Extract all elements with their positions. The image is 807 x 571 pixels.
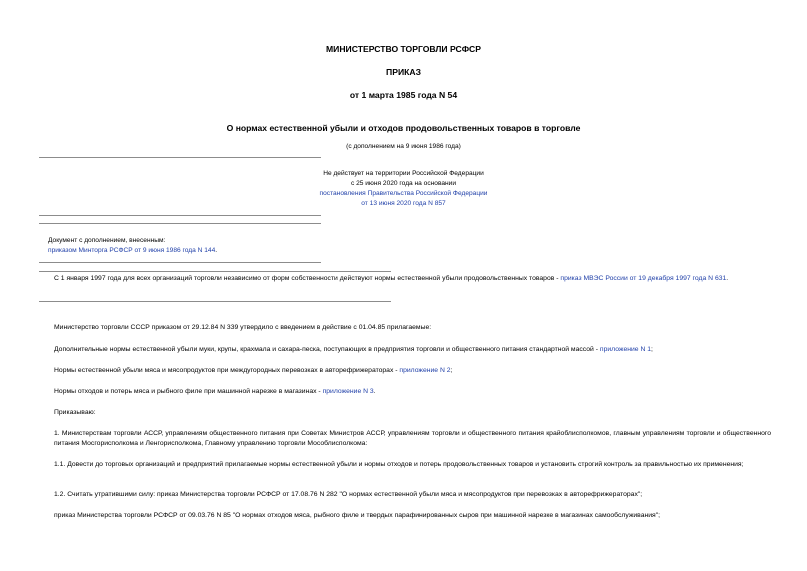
body-text: Приказываю: — [54, 409, 96, 416]
status-link-line-1[interactable]: постановления Правительства Российской Федерации — [319, 190, 488, 197]
body-paragraph-2 — [39, 345, 771, 355]
divider-line — [39, 215, 321, 216]
doc-type-heading: ПРИКАЗ — [386, 67, 421, 77]
body-paragraph-6 — [39, 429, 771, 449]
status-line-2: с 25 июня 2020 года на основании — [350, 180, 457, 187]
body-text-after: . — [373, 388, 376, 395]
body-paragraph-7 — [39, 460, 771, 470]
amendments-link[interactable]: приказом Минторга РСФСР от 9 июня 1986 года N 144 — [48, 247, 216, 254]
note-link[interactable]: приказ МВЭС России от 19 декабря 1997 года N 631 — [560, 275, 727, 282]
body-text: приказ Министерства торговли РСФСР от 09.03.76 N 85 "О нормах отходов мяса, рыбного филе и твердых парафинированных сыров при машинной нарезке в магазинах самообслуживания"; — [54, 512, 661, 519]
note-paragraph — [39, 274, 771, 284]
body-text: 1. Министерствам торговли АССР, управлениям общественного питания при Советах Министров АССР, управлениям торговли и общественного питания крайоблисполкомов, главным управлениям торговли и общественного питания Мосгорисполкома и Ленгорисполкома, Главному управлению торговли Мособлисполкома: — [54, 430, 771, 447]
note-text: С 1 января 1997 года для всех организаций торговли независимо от форм собственности действуют нормы естественной убыли продовольственных товаров - — [54, 275, 561, 282]
divider-line — [39, 301, 391, 302]
amendments-box — [48, 236, 217, 256]
body-text-after: ; — [450, 367, 453, 374]
body-text: Дополнительные нормы естественной убыли муки, крупы, крахмала и сахара-песка, поступающих в предприятия торговли и общественного питания стандартной массой - — [54, 346, 600, 353]
amendments-link-after: . — [215, 247, 218, 254]
body-paragraph-1 — [39, 323, 771, 333]
body-paragraph-3 — [39, 366, 771, 376]
status-line-1: Не действует на территории Российской Федерации — [323, 170, 484, 177]
body-text-after: ; — [651, 346, 653, 353]
divider-line — [39, 271, 391, 272]
body-text: Нормы отходов и потерь мяса и рыбного филе при машинной нарезке в магазинах - — [54, 388, 323, 395]
note-after: . — [726, 275, 729, 282]
appendix-1-link[interactable]: приложение N 1 — [599, 346, 652, 353]
body-text: Нормы естественной убыли мяса и мясопродуктов при междугородных перевозках в авторефрижераторах - — [54, 367, 400, 374]
body-paragraph-8 — [39, 490, 771, 500]
status-link-line-2[interactable]: от 13 июня 2020 года N 857 — [361, 200, 446, 207]
body-text: 1.2. Считать утратившими силу: приказ Министерства торговли РСФСР от 17.08.76 N 282 "О нормах естественной убыли мяса и мясопродуктов при перевозках в авторефрижераторах"; — [54, 491, 643, 498]
amendments-intro: Документ с дополнением, внесенным: — [48, 237, 166, 244]
ministry-heading: МИНИСТЕРСТВО ТОРГОВЛИ РСФСР — [326, 44, 481, 54]
divider-line — [39, 262, 321, 263]
doc-title-heading: О нормах естественной убыли и отходов продовольственных товаров в торговле — [226, 123, 581, 133]
body-text: Министерство торговли СССР приказом от 29.12.84 N 339 утвердило с введением в действие с 01.04.85 прилагаемые: — [54, 324, 432, 331]
amendment-note: (с дополнением на 9 июня 1986 года) — [346, 143, 461, 150]
appendix-3-link[interactable]: приложение N 3 — [322, 388, 374, 395]
body-text: 1.1. Довести до торговых организаций и предприятий прилагаемые нормы естественной убыли и нормы отходов и потерь продовольственных товаров и установить строгий контроль за правильностью их применения; — [54, 461, 744, 468]
appendix-2-link[interactable]: приложение N 2 — [399, 367, 451, 374]
status-box — [0, 169, 807, 209]
doc-date-heading: от 1 марта 1985 года N 54 — [349, 90, 458, 100]
body-paragraph-5 — [39, 408, 771, 418]
body-paragraph-9 — [39, 511, 771, 521]
body-paragraph-4 — [39, 387, 771, 397]
divider-line — [39, 157, 321, 158]
divider-line — [39, 223, 321, 224]
